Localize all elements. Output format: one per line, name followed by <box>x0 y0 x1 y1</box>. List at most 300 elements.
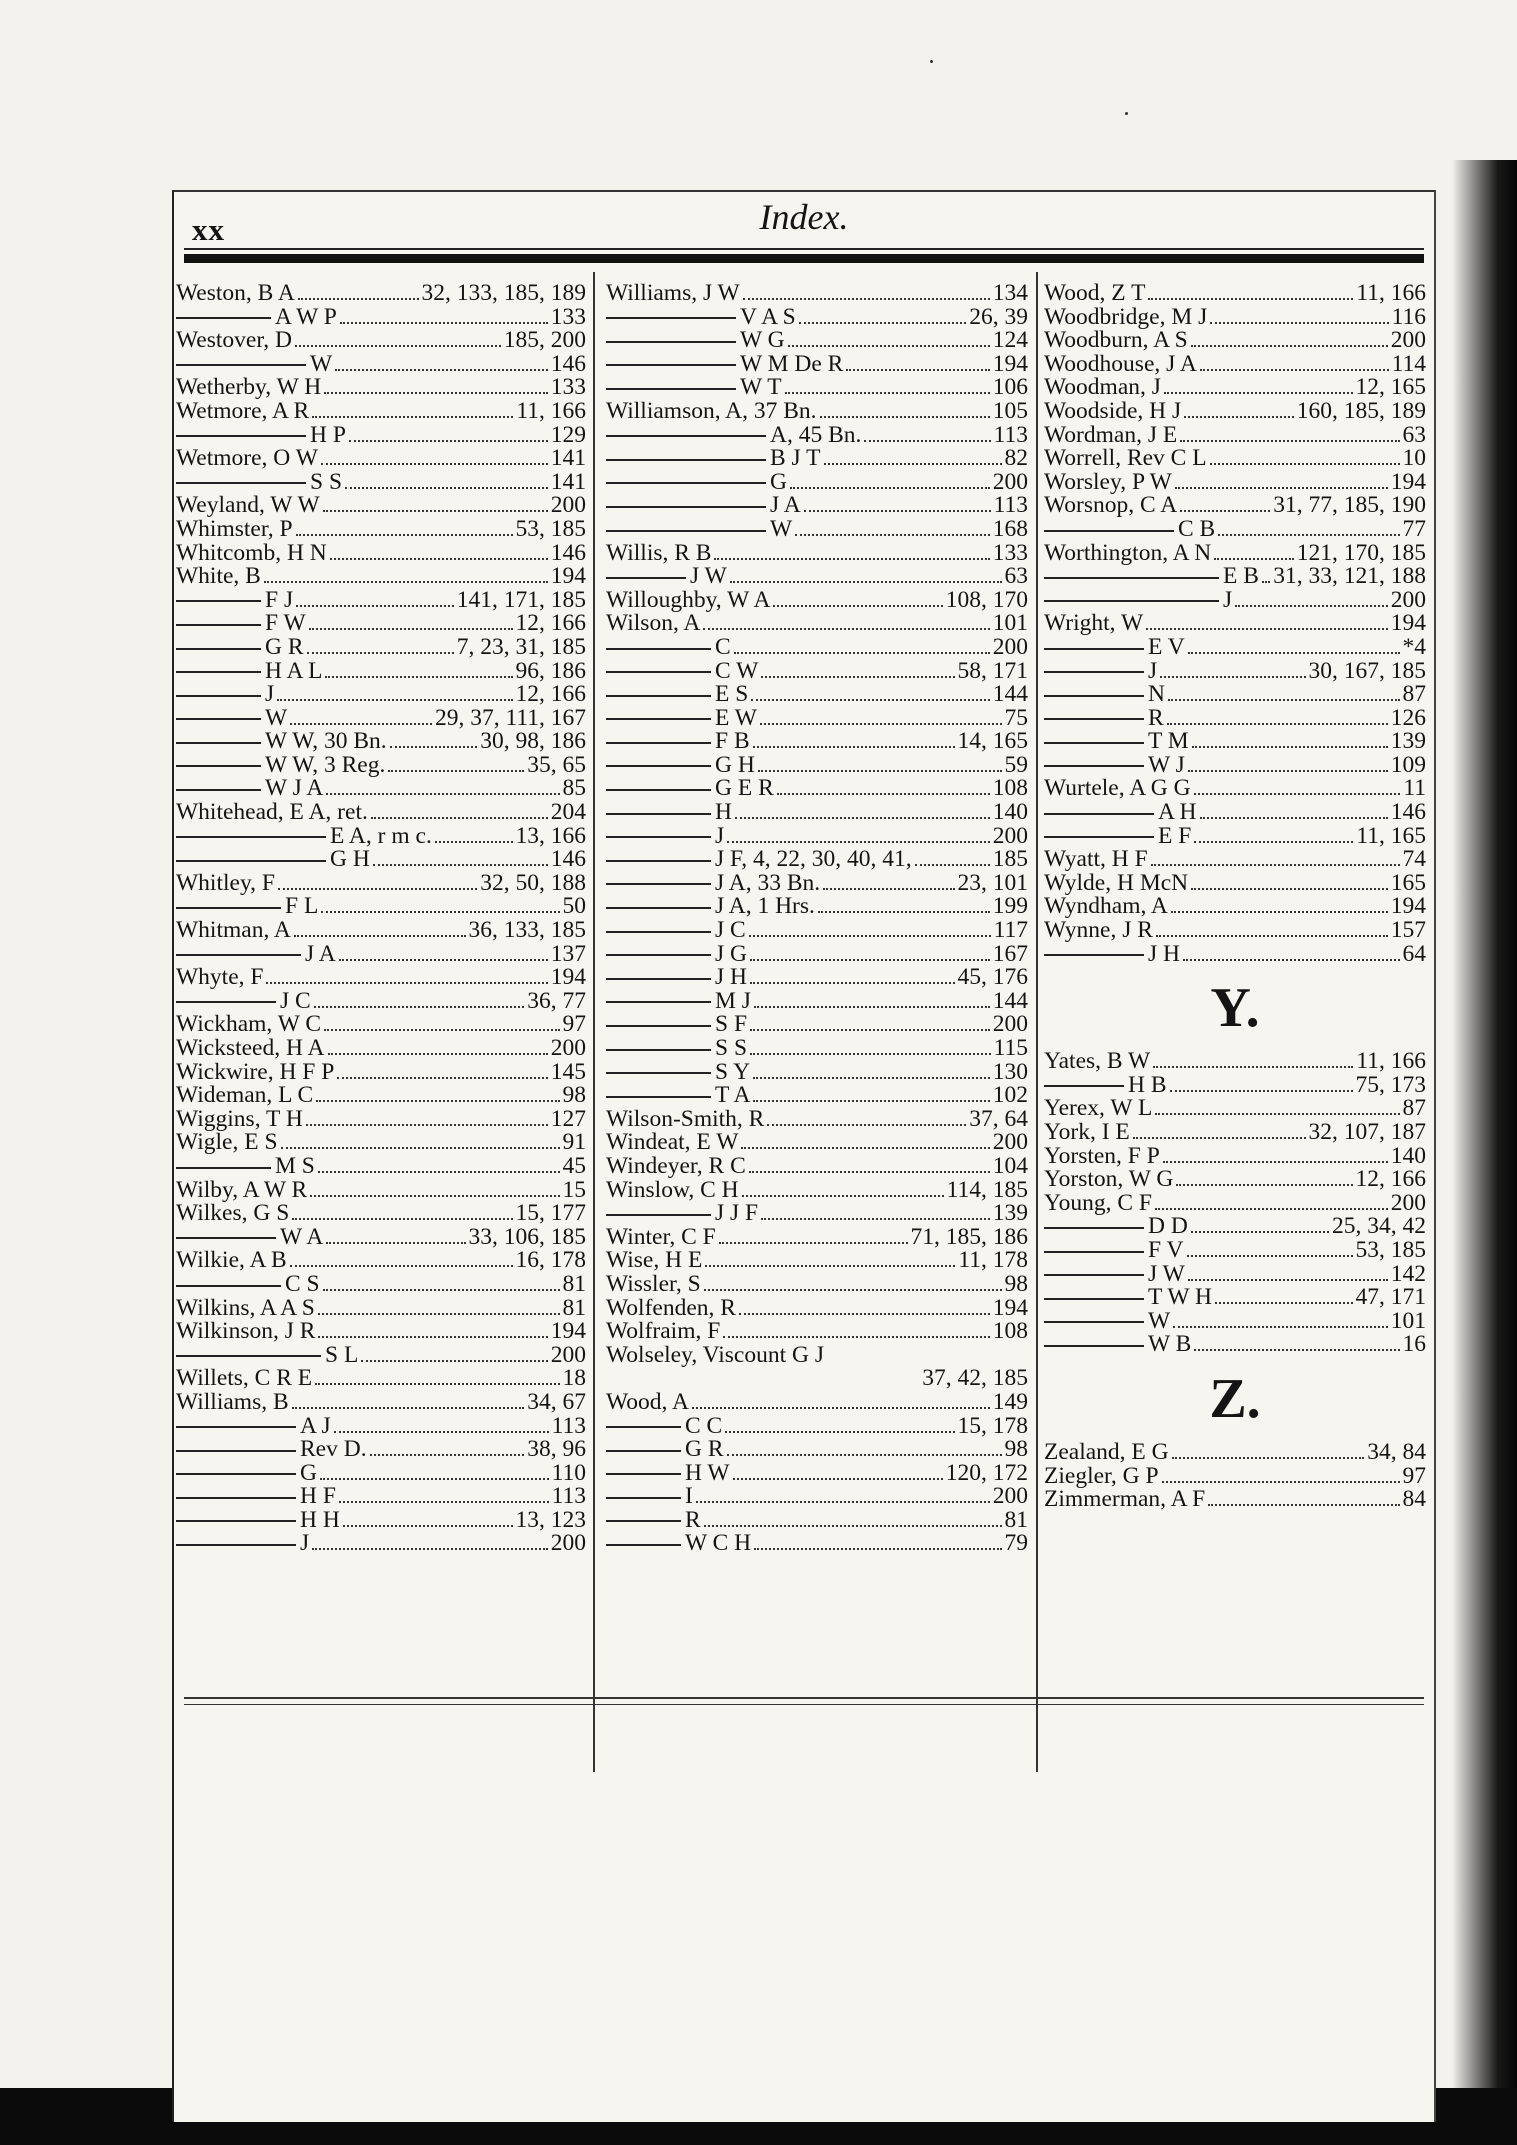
entry-name <box>1044 1074 1167 1098</box>
entry-name-text: J C <box>715 919 746 943</box>
leader-dots <box>278 888 477 890</box>
entry-name-text: F L <box>285 895 319 920</box>
entry-pages: 101 <box>992 612 1028 636</box>
index-entry <box>1044 542 1426 566</box>
entry-name <box>176 1344 358 1368</box>
entry-name <box>1044 447 1207 471</box>
entry-name-text: W <box>310 352 333 377</box>
leader-dots <box>435 841 513 843</box>
index-entry <box>1044 447 1426 471</box>
entry-name-text: Wetmore, A R <box>176 399 310 424</box>
index-entry <box>176 801 586 825</box>
entry-name-text: T M <box>1148 730 1189 754</box>
entry-name-text: H B <box>1128 1073 1167 1098</box>
entry-pages: 15, 178 <box>957 1414 1028 1439</box>
index-entry <box>1044 612 1426 636</box>
leader-dots <box>696 1501 990 1503</box>
ditto-dash <box>1044 718 1144 720</box>
leader-dots <box>753 1100 989 1102</box>
index-entry <box>1044 707 1426 731</box>
ditto-dash <box>176 836 326 838</box>
index-entry <box>176 919 586 943</box>
entry-pages: 140 <box>992 801 1028 825</box>
entry-name <box>176 777 323 801</box>
entry-name-text: Woodside, H J <box>1044 399 1182 424</box>
entry-name-text: Ziegler, G P <box>1044 1464 1159 1489</box>
entry-name <box>176 943 336 967</box>
entry-pages: 109 <box>1390 753 1426 778</box>
entry-name <box>1044 518 1215 542</box>
page-edge-shadow <box>1452 160 1517 2145</box>
index-entry <box>606 1084 1028 1108</box>
entry-name-text: R <box>685 1508 701 1533</box>
index-entry <box>606 801 1028 825</box>
index-entry <box>176 494 586 518</box>
index-entry <box>176 1438 586 1462</box>
entry-name-text: Zealand, E G <box>1044 1440 1169 1465</box>
leader-dots <box>1188 1279 1388 1281</box>
entry-pages: 130 <box>992 1060 1028 1085</box>
index-entry <box>176 1084 586 1108</box>
entry-pages: 31, 33, 121, 188 <box>1273 565 1426 589</box>
entry-pages: 194 <box>1390 470 1426 495</box>
entry-pages: 200 <box>550 1532 586 1557</box>
leader-dots <box>1148 298 1353 300</box>
index-entry <box>1044 1121 1426 1145</box>
entry-name <box>1044 282 1145 306</box>
ditto-dash <box>606 577 686 579</box>
entry-name-text: Wetmore, O W <box>176 447 318 471</box>
entry-name <box>606 1131 738 1155</box>
index-entry <box>606 1249 1028 1273</box>
entry-pages: 114 <box>1391 352 1426 377</box>
entry-name <box>176 895 318 919</box>
ditto-dash <box>606 978 711 980</box>
entry-name <box>606 1249 702 1273</box>
index-entry <box>606 660 1028 684</box>
index-entry <box>176 707 586 731</box>
leader-dots <box>1151 864 1400 866</box>
entry-pages: 38, 96 <box>527 1438 586 1462</box>
index-entry <box>176 1391 586 1415</box>
index-entry <box>176 306 586 330</box>
index-entry <box>606 1391 1028 1415</box>
entry-pages: 81 <box>562 1296 586 1321</box>
entry-name-text: N <box>1148 683 1165 707</box>
entry-name <box>606 1179 739 1203</box>
entry-name-text: W M De R <box>740 352 844 377</box>
index-entry <box>176 376 586 400</box>
leader-dots <box>314 1006 525 1008</box>
index-entry <box>606 683 1028 707</box>
entry-pages: 15 <box>562 1178 586 1203</box>
index-entry <box>176 636 586 660</box>
entry-pages: 139 <box>992 1202 1028 1226</box>
entry-name <box>606 376 782 400</box>
entry-name-text: Rev D. <box>300 1438 367 1462</box>
entry-name-text: W W, 30 Bn. <box>265 730 387 754</box>
entry-name-text: Wolseley, Viscount G J <box>606 1343 824 1368</box>
entry-pages: 7, 23, 31, 185 <box>456 635 586 660</box>
entry-name <box>606 1391 689 1415</box>
entry-pages: 129 <box>550 423 586 448</box>
entry-pages: 45, 176 <box>957 966 1028 990</box>
entry-pages: 200 <box>992 1013 1028 1037</box>
index-entry <box>1044 1465 1426 1489</box>
entry-name-text: White, B <box>176 565 261 589</box>
ditto-dash <box>176 1497 296 1499</box>
entry-pages: 50 <box>562 895 586 920</box>
entry-name-text: G R <box>685 1438 724 1462</box>
entry-name-text: H <box>715 801 732 825</box>
index-entry <box>606 872 1028 896</box>
entry-pages: 116 <box>1391 305 1426 330</box>
entry-name <box>176 306 337 330</box>
entry-name <box>606 1084 750 1108</box>
entry-name-text: A H <box>1158 801 1197 825</box>
index-entry <box>176 1037 586 1061</box>
entry-name <box>606 1438 724 1462</box>
entry-name-text: Wideman, L C <box>176 1084 314 1108</box>
entry-name <box>176 1013 321 1037</box>
index-entry <box>606 1061 1028 1085</box>
entry-name-text: H A L <box>265 659 323 684</box>
entry-name <box>1044 494 1177 518</box>
entry-name-text: Wilby, A W R <box>176 1178 308 1203</box>
entry-pages: 104 <box>992 1154 1028 1179</box>
index-entry <box>176 1249 586 1273</box>
index-column-2 <box>606 282 1028 1556</box>
entry-pages: 31, 77, 185, 190 <box>1273 494 1426 518</box>
index-entry <box>606 282 1028 306</box>
entry-pages: 26, 39 <box>969 305 1028 330</box>
entry-pages: 194 <box>992 352 1028 377</box>
entry-pages: 108 <box>992 1320 1028 1344</box>
entry-pages: 110 <box>551 1461 586 1486</box>
index-entry <box>1044 494 1426 518</box>
index-entry <box>1044 777 1426 801</box>
entry-pages: 75, 173 <box>1355 1073 1426 1098</box>
entry-name <box>606 825 724 849</box>
index-entry <box>176 1273 586 1297</box>
leader-dots <box>325 676 512 678</box>
leader-dots <box>1208 1504 1399 1506</box>
entry-name <box>1044 1145 1160 1169</box>
leader-dots <box>1146 628 1388 630</box>
leader-dots <box>330 558 548 560</box>
index-entry <box>606 990 1028 1014</box>
ditto-dash <box>606 1473 681 1475</box>
index-entry <box>176 353 586 377</box>
entry-name <box>1044 1097 1152 1121</box>
leader-dots <box>324 1029 559 1031</box>
entry-name <box>176 730 387 754</box>
entry-pages: 157 <box>1390 919 1426 943</box>
leader-dots <box>1210 322 1388 324</box>
index-entry <box>1044 754 1426 778</box>
entry-name <box>606 943 747 967</box>
entry-name <box>1044 919 1153 943</box>
entry-pages: 133 <box>550 305 586 330</box>
entry-pages: 81 <box>1004 1508 1028 1533</box>
entry-name <box>176 1155 315 1179</box>
index-entry <box>1044 565 1426 589</box>
entry-name-text: J A <box>770 494 801 518</box>
ditto-dash <box>606 482 766 484</box>
index-entry <box>1044 376 1426 400</box>
index-entry <box>176 1485 586 1509</box>
ditto-dash <box>176 1520 296 1522</box>
leader-dots <box>760 723 1002 725</box>
leader-dots <box>1155 1113 1399 1115</box>
entry-name-text: Windeyer, R C <box>606 1154 746 1179</box>
leader-dots <box>281 1147 560 1149</box>
leader-dots <box>750 1053 991 1055</box>
leader-dots <box>692 1407 990 1409</box>
leader-dots <box>361 1360 547 1362</box>
entry-name <box>606 1320 720 1344</box>
leader-dots <box>343 1525 513 1527</box>
entry-name-text: York, I E <box>1044 1121 1130 1145</box>
index-entry <box>1044 471 1426 495</box>
ditto-dash <box>606 813 711 815</box>
leader-dots <box>749 935 991 937</box>
leader-dots <box>761 676 954 678</box>
index-entry <box>1044 1333 1426 1357</box>
ditto-dash <box>1044 695 1144 697</box>
entry-name <box>176 400 309 424</box>
entry-pages: 114, 185 <box>946 1178 1028 1203</box>
entry-name-text: Williams, J W <box>606 282 740 306</box>
index-entry <box>606 1462 1028 1486</box>
index-column-3 <box>1044 282 1426 1512</box>
entry-pages: 71, 185, 186 <box>910 1225 1028 1250</box>
ditto-dash <box>606 648 711 650</box>
leader-dots <box>725 1431 954 1433</box>
entry-name-text: M J <box>715 989 751 1014</box>
index-entry <box>606 895 1028 919</box>
leader-dots <box>318 1171 560 1173</box>
ditto-dash <box>606 860 711 862</box>
entry-name-text: Whimster, P <box>176 517 293 542</box>
entry-pages: 30, 98, 186 <box>480 730 586 754</box>
entry-name-text: Wolfraim, F <box>606 1320 721 1344</box>
ditto-dash <box>176 1355 321 1357</box>
index-entry <box>606 400 1028 424</box>
leader-dots <box>758 770 1002 772</box>
index-entry <box>176 542 586 566</box>
entry-name <box>1044 636 1185 660</box>
entry-name-text: Worsley, P W <box>1044 470 1172 495</box>
entry-pages: 146 <box>550 541 586 566</box>
entry-name-text: F V <box>1148 1238 1184 1263</box>
entry-pages: 200 <box>550 494 586 518</box>
leader-dots <box>750 1029 990 1031</box>
index-entry <box>1044 353 1426 377</box>
ditto-dash <box>1044 671 1144 673</box>
entry-name-text: J <box>715 824 725 849</box>
entry-name <box>1044 1441 1169 1465</box>
entry-pages: 23, 101 <box>957 871 1028 896</box>
entry-name-text: G H <box>330 848 370 872</box>
entry-pages: 74 <box>1402 848 1426 872</box>
entry-name-text: Wetherby, W H <box>176 376 322 400</box>
entry-pages: 98 <box>1004 1438 1028 1462</box>
leader-dots <box>295 345 501 347</box>
entry-name <box>176 329 292 353</box>
entry-name-text: Young, C F <box>1044 1191 1152 1216</box>
ditto-dash <box>176 1450 296 1452</box>
index-entry <box>606 730 1028 754</box>
leader-dots <box>741 1147 989 1149</box>
leader-dots <box>719 1242 908 1244</box>
entry-name <box>606 636 731 660</box>
leader-dots <box>1215 1302 1353 1304</box>
leader-dots <box>754 1006 990 1008</box>
ditto-dash <box>606 1497 681 1499</box>
entry-name-text: Wolfenden, R <box>606 1296 736 1321</box>
entry-pages: 146 <box>1390 801 1426 825</box>
index-entry <box>176 1532 586 1556</box>
leader-dots <box>328 1053 548 1055</box>
entry-name-text: Wigle, E S <box>176 1131 278 1155</box>
entry-name <box>1044 1263 1185 1287</box>
leader-dots <box>824 463 1002 465</box>
leader-dots <box>790 487 990 489</box>
entry-pages: 12, 166 <box>515 612 586 636</box>
entry-name-text: Worrell, Rev C L <box>1044 447 1207 471</box>
entry-name-text: Worthington, A N <box>1044 541 1212 566</box>
entry-pages: 194 <box>1390 612 1426 636</box>
leader-dots <box>773 605 942 607</box>
entry-pages: 134 <box>992 282 1028 306</box>
index-entry <box>606 1273 1028 1297</box>
entry-name <box>1044 1488 1205 1512</box>
entry-name <box>1044 1286 1212 1310</box>
index-entry <box>176 1061 586 1085</box>
entry-name <box>1044 1310 1170 1334</box>
ditto-dash <box>606 742 711 744</box>
ditto-dash <box>606 954 711 956</box>
entry-name-text: E V <box>1148 635 1185 660</box>
entry-pages: 200 <box>550 1343 586 1368</box>
entry-name-text: J H <box>1148 942 1180 967</box>
ditto-dash <box>606 718 711 720</box>
entry-name-text: A W P <box>275 305 337 330</box>
entry-name <box>176 282 295 306</box>
leader-dots <box>1172 1457 1365 1459</box>
entry-name-text: Williamson, A, 37 Bn. <box>606 399 817 424</box>
entry-name <box>176 919 291 943</box>
entry-name <box>606 612 700 636</box>
entry-name-text: C B <box>1178 517 1216 542</box>
entry-name-text: C S <box>285 1272 320 1297</box>
index-entry <box>1044 1239 1426 1263</box>
entry-pages: 47, 171 <box>1355 1286 1426 1310</box>
index-entry <box>176 329 586 353</box>
entry-name <box>176 1485 336 1509</box>
entry-pages: 59 <box>1004 753 1028 778</box>
entry-name-text: Wilkie, A B <box>176 1249 287 1273</box>
index-entry <box>606 1108 1028 1132</box>
entry-name-text: S S <box>715 1037 748 1061</box>
entry-name-text: J A <box>305 942 336 967</box>
leader-dots <box>915 864 990 866</box>
entry-name-text: Wynne, J R <box>1044 919 1153 943</box>
entry-name-text: S F <box>715 1013 748 1037</box>
index-entry <box>1044 636 1426 660</box>
entry-pages: 102 <box>992 1084 1028 1108</box>
entry-pages: 13, 166 <box>515 824 586 849</box>
entry-pages: 12, 166 <box>515 683 586 707</box>
index-entry <box>176 730 586 754</box>
index-entry <box>176 660 586 684</box>
index-entry <box>176 1462 586 1486</box>
section-letter: Z. <box>1209 1367 1261 1430</box>
entry-pages: 97 <box>562 1013 586 1037</box>
leader-dots <box>1175 487 1388 489</box>
ditto-dash <box>176 718 261 720</box>
ditto-dash <box>606 883 711 885</box>
entry-name <box>176 589 293 613</box>
leader-dots <box>754 1548 1001 1550</box>
entry-name <box>606 1202 758 1226</box>
leader-dots <box>310 1195 559 1197</box>
leader-dots <box>277 699 512 701</box>
entry-pages: 199 <box>992 895 1028 920</box>
index-entry <box>176 1013 586 1037</box>
index-entry <box>176 589 586 613</box>
entry-name-text: Windeat, E W <box>606 1131 739 1155</box>
entry-pages: 113 <box>551 1414 586 1439</box>
leader-dots <box>1164 392 1353 394</box>
entry-name <box>176 754 385 778</box>
index-entry <box>606 447 1028 471</box>
speck <box>930 60 933 63</box>
entry-name-text: R <box>1148 706 1164 731</box>
leader-dots <box>266 982 547 984</box>
leader-dots <box>1188 652 1400 654</box>
entry-pages: 142 <box>1390 1262 1426 1287</box>
leader-dots <box>1162 1481 1400 1483</box>
entry-name <box>176 1297 315 1321</box>
entry-pages: 36, 133, 185 <box>468 919 586 943</box>
entry-pages: 37, 64 <box>969 1107 1028 1132</box>
index-entry <box>176 1297 586 1321</box>
entry-name-text: W J A <box>265 777 324 802</box>
ditto-dash <box>1044 530 1174 532</box>
entry-name-text: Whitley, F <box>176 871 275 896</box>
index-entry <box>176 895 586 919</box>
entry-name <box>176 1179 307 1203</box>
entry-pages: 79 <box>1004 1532 1028 1557</box>
index-entry <box>1044 1215 1426 1239</box>
entry-pages: 204 <box>550 801 586 825</box>
entry-name-text: Wise, H E <box>606 1249 703 1273</box>
entry-name-text: J H <box>715 966 747 990</box>
entry-name <box>176 542 327 566</box>
entry-name <box>606 589 770 613</box>
entry-name-text: W <box>1148 1309 1171 1334</box>
entry-name <box>606 1013 747 1037</box>
leader-dots <box>334 1431 549 1433</box>
entry-name <box>176 424 346 448</box>
entry-name-text: Yorsten, F P <box>1044 1144 1160 1169</box>
leader-dots <box>337 1077 547 1079</box>
index-entry <box>606 1485 1028 1509</box>
entry-name <box>606 518 792 542</box>
index-entry <box>606 1179 1028 1203</box>
